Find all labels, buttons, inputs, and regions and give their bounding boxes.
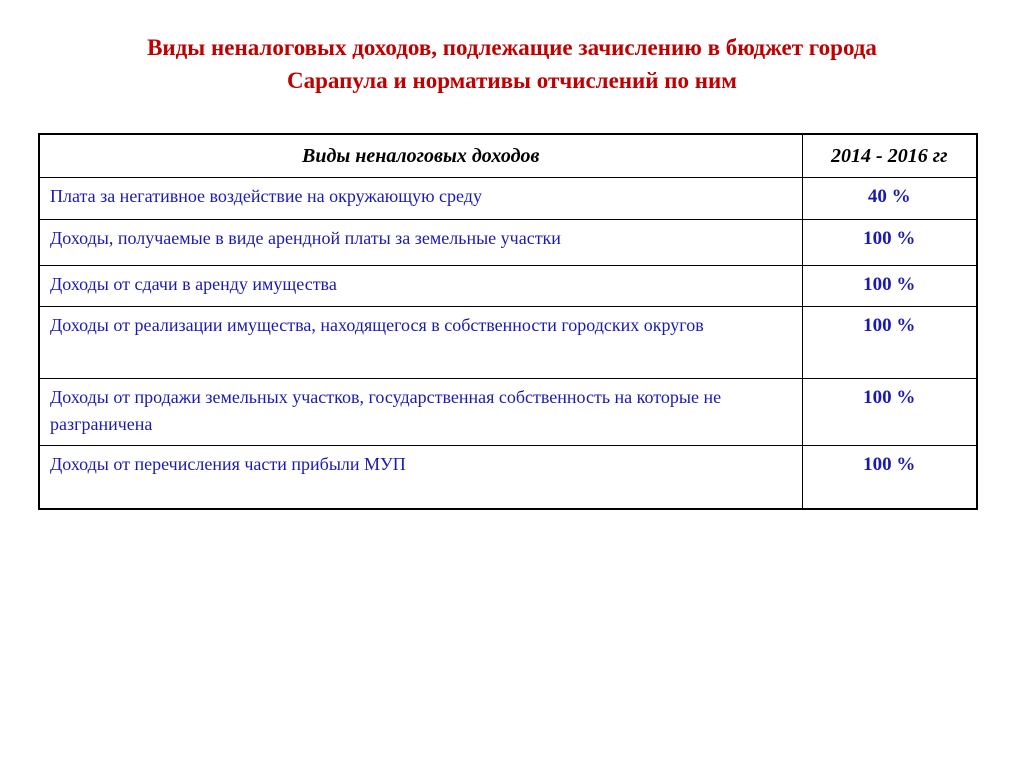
revenue-table [38,133,978,510]
rate-cell: 100 % [802,446,977,510]
table-row [39,307,977,379]
revenue-name-cell: Доходы, получаемые в виде арендной платы за земельные участки [39,220,802,266]
table-header-row [39,134,977,178]
rate-cell: 40 % [802,178,977,220]
table-row [39,266,977,307]
rate-cell: 100 % [802,307,977,379]
page-title [20,31,1004,97]
header-revenue-type: Виды неналоговых доходов [39,134,802,178]
revenue-name-cell: Доходы от сдачи в аренду имущества [39,266,802,307]
rate-cell: 100 % [802,379,977,446]
table-row [39,379,977,446]
revenue-name-cell: Доходы от реализации имущества, находящегося в собственности городских округов [39,307,802,379]
header-period: 2014 - 2016 гг [802,134,977,178]
revenue-name-cell: Доходы от продажи земельных участков, государственная собственность на которые не разграничена [39,379,802,446]
table-row [39,446,977,510]
revenue-name-cell: Плата за негативное воздействие на окружающую среду [39,178,802,220]
rate-cell: 100 % [802,266,977,307]
table-row [39,220,977,266]
page-title-line-1: Виды неналоговых доходов, подлежащие зачислению в бюджет города [147,35,877,60]
rate-cell: 100 % [802,220,977,266]
table-row [39,178,977,220]
page-title-line-2: Сарапула и нормативы отчислений по ним [287,68,737,93]
revenue-name-cell: Доходы от перечисления части прибыли МУП [39,446,802,510]
